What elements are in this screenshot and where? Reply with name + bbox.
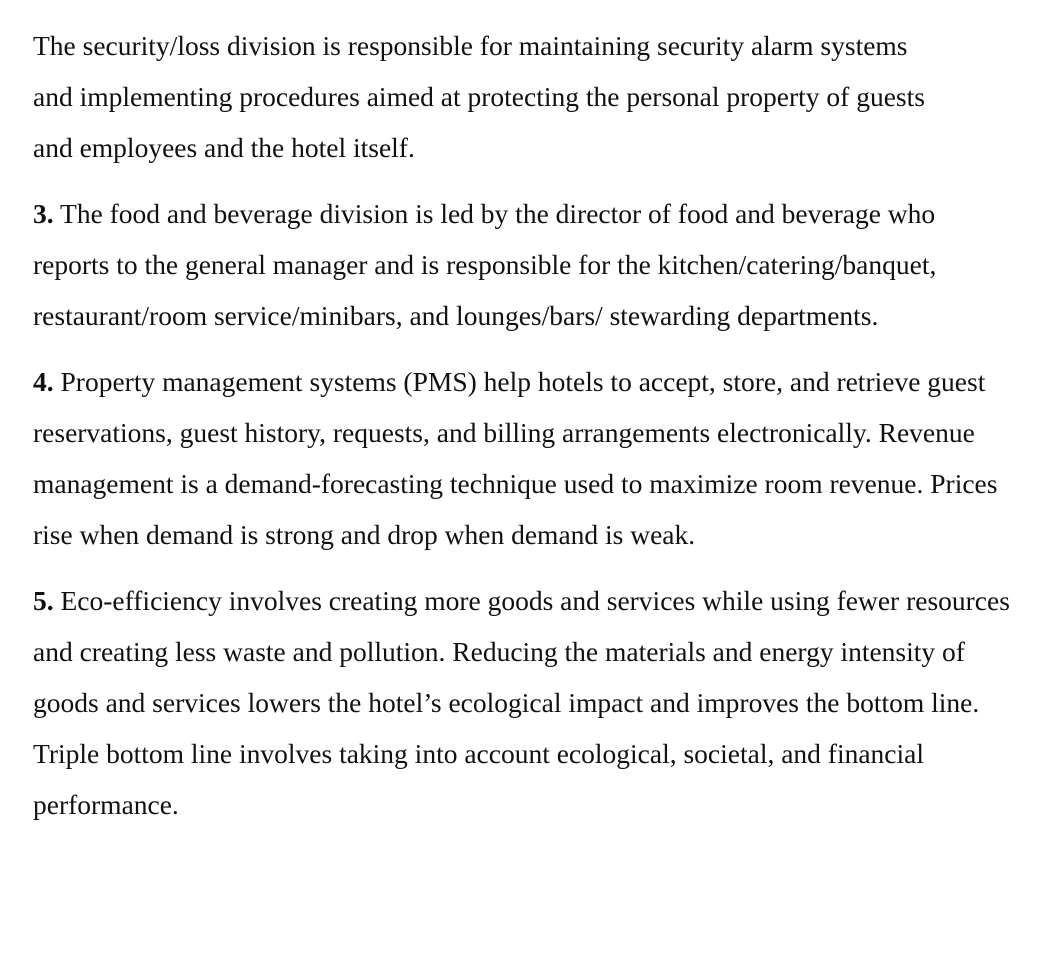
item-number: 3. bbox=[33, 198, 54, 229]
item-number: 5. bbox=[33, 585, 54, 616]
document-body bbox=[33, 20, 1023, 845]
item-number: 4. bbox=[33, 366, 54, 397]
paragraph-text: The security/loss division is responsible for maintaining security alarm systems and implementing procedures aimed at protecting the personal property of guests and employees and the hotel itself. bbox=[33, 30, 925, 163]
paragraph-item-4 bbox=[33, 356, 1008, 560]
paragraph-text: Property management systems (PMS) help hotels to accept, store, and retrieve guest reservations, guest history, requests, and billing arrangements electronically. Revenue management is a demand-forecasting technique used to maximize room revenue. Prices rise when demand is strong and drop when demand is weak. bbox=[33, 366, 998, 550]
paragraph-text: The food and beverage division is led by the director of food and beverage who reports to the general manager and is responsible for the kitchen/catering/banquet, restaurant/room service/minibars, and lounges/bars/ stewarding departments. bbox=[33, 198, 937, 331]
paragraph-text: Eco-efficiency involves creating more goods and services while using fewer resources and creating less waste and pollution. Reducing the materials and energy intensity of goods and services lowers the hotel’s ecological impact and improves the bottom line. Triple bottom line involves taking into account ecological, societal, and financial performance. bbox=[33, 585, 1010, 820]
paragraph-item-3 bbox=[33, 188, 1013, 341]
paragraph-security-loss bbox=[33, 20, 933, 173]
paragraph-item-5 bbox=[33, 575, 1018, 830]
